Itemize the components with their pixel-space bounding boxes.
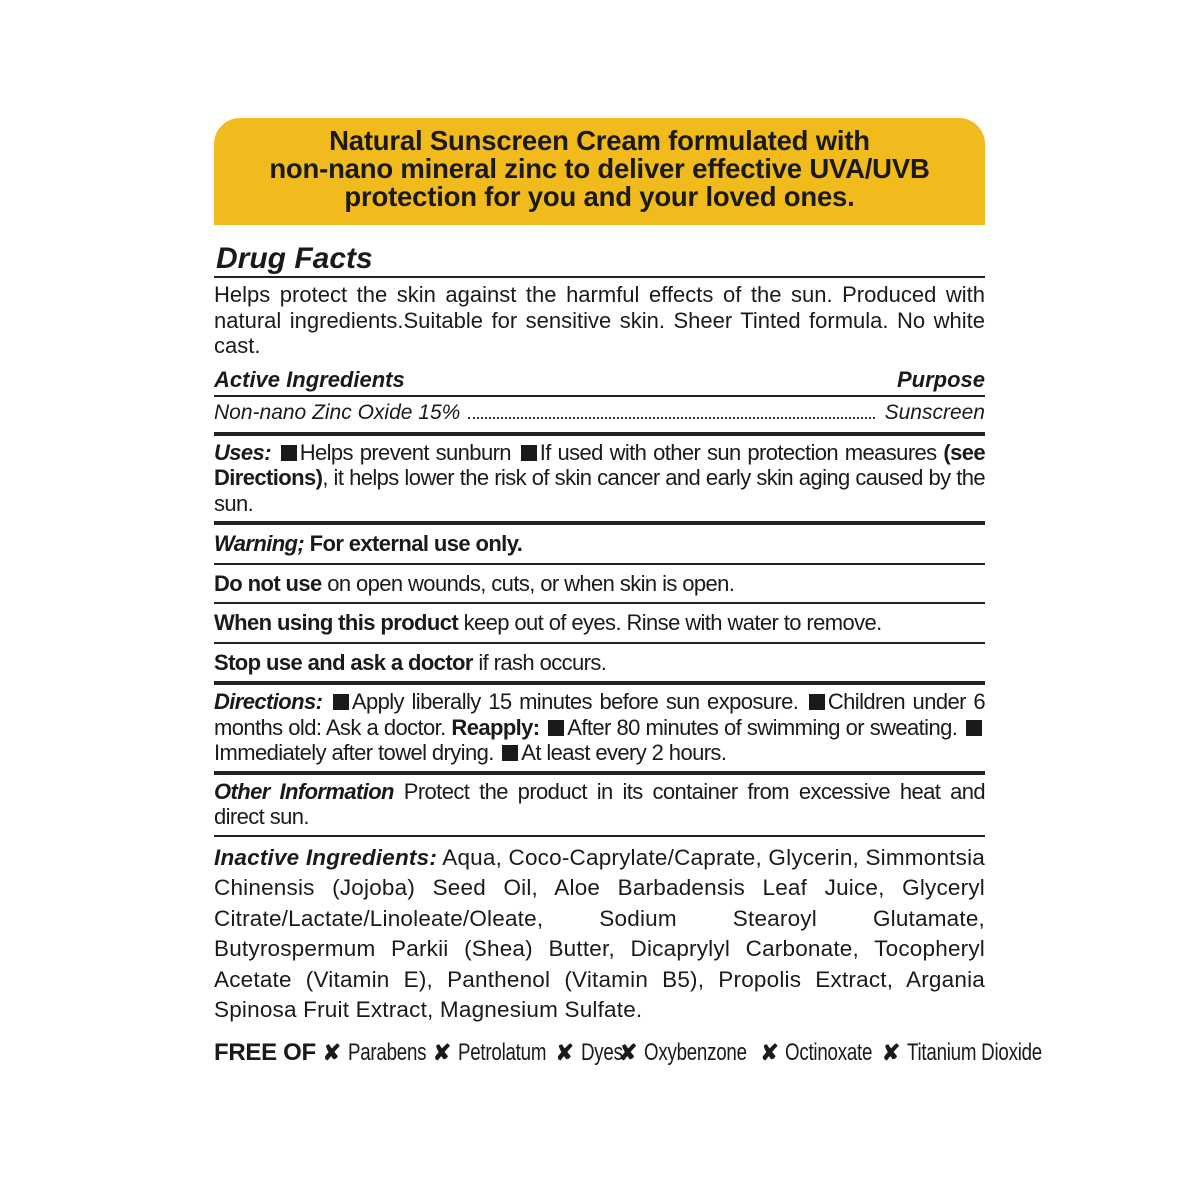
directions-item: Children under 6 months old: Ask a doctor. [214,689,986,740]
do-not-use-section [214,565,985,603]
do-not-use-text: on open wounds, cuts, or when skin is open. [327,570,735,596]
reapply-item: At least every 2 hours. [521,740,727,765]
drug-facts-title: Drug Facts [216,242,373,275]
directions-section [214,685,985,771]
other-information-text: Protect the product in its container from excessive heat and direct sun. [214,778,986,829]
warning-section [214,525,985,563]
drug-facts-label [214,118,1042,1068]
bullet-square-icon [521,445,537,461]
do-not-use-label: Do not use [214,570,322,596]
bullet-square-icon [809,694,825,710]
uses-see-directions: (see Directions) [214,439,985,490]
free-of-item: Dyes [580,1038,623,1066]
uses-section [214,436,985,522]
bullet-square-icon [502,745,518,761]
bullet-square-icon [966,720,982,736]
stop-use-section [214,644,985,682]
warning-label: Warning; [214,531,305,556]
other-information-section [214,775,985,835]
cross-mark-icon: ✘ [322,1039,342,1065]
inactive-ingredients-text: Aqua, Coco-Caprylate/Caprate, Glycerin, Simmontsia Chinensis (Jojoba) Seed Oil, Aloe Barbadensis Leaf Juice, Glyceryl Citrate/Lactate/Linoleate/Oleate, Sodium Stearoyl Glutamate, Butyrospermum Parkii (Shea) Butter, Dicaprylyl Carbonate, Tocopheryl Acetate (Vitamin E), Panthenol (Vitamin B5), Propolis Extract, Argania Spinosa Fruit Extract, Magnesium Sulfate. [214,844,985,1022]
free-of-item: Octinoxate [785,1038,873,1066]
free-of-row [214,1038,1042,1068]
inactive-ingredients-section [214,837,985,1026]
reapply-label: Reapply: [451,714,540,740]
banner-line-3: protection for you and your loved ones. [344,181,855,212]
active-ingredient-row [214,397,985,432]
directions-item: Apply liberally 15 minutes before sun exposure. [351,689,799,714]
inactive-ingredients-label: Inactive Ingredients: [214,844,438,870]
cross-mark-icon: ✘ [881,1039,901,1065]
free-of-item: Petrolatum [457,1038,547,1066]
cross-mark-icon: ✘ [618,1039,638,1065]
banner-line-2: non-nano mineral zinc to deliver effective UVA/UVB [269,153,930,184]
free-of-item: Titanium Dioxide [906,1038,1042,1066]
cross-mark-icon: ✘ [760,1039,779,1065]
bullet-square-icon [333,694,349,710]
active-ingredient-name: Non-nano Zinc Oxide 15% [214,400,461,424]
purpose-heading: Purpose [896,366,985,392]
product-banner [214,118,985,225]
stop-use-label: Stop use and ask a doctor [214,649,473,675]
uses-item-continued: , it helps lower the risk of skin cancer and early skin aging caused by the sun. [214,465,985,516]
when-using-label: When using this product [214,610,459,635]
when-using-text: keep out of eyes. Rinse with water to remove. [463,610,882,635]
when-using-section [214,604,985,642]
reapply-item: After 80 minutes of swimming or sweating. [567,714,958,740]
stop-use-text: if rash occurs. [478,649,607,675]
banner-line-1: Natural Sunscreen Cream formulated with [329,125,870,156]
free-of-item: Parabens [347,1038,426,1066]
free-of-label: FREE OF [214,1038,316,1066]
product-description: Helps protect the skin against the harmful effects of the sun. Produced with natural ingredients.Suitable for sensitive skin. Sheer Tinted formula. No white cast. [214,282,985,358]
active-ingredient-purpose: Sunscreen [884,400,985,424]
other-information-label: Other Information [214,778,394,804]
cross-mark-icon: ✘ [432,1039,452,1065]
cross-mark-icon: ✘ [555,1039,574,1065]
free-of-item: Oxybenzone [643,1038,747,1066]
directions-label: Directions: [214,689,323,714]
dot-leader [468,416,874,419]
bullet-square-icon [281,445,297,461]
uses-label: Uses: [214,439,271,465]
bullet-square-icon [548,720,564,736]
uses-item: Helps prevent sunburn [299,439,511,465]
reapply-item: Immediately after towel drying. [214,740,494,765]
active-ingredients-heading: Active Ingredients [214,366,405,392]
warning-text: For external use only. [309,531,523,556]
uses-item: If used with other sun protection measures [539,439,937,465]
active-ingredients-header [214,367,985,395]
